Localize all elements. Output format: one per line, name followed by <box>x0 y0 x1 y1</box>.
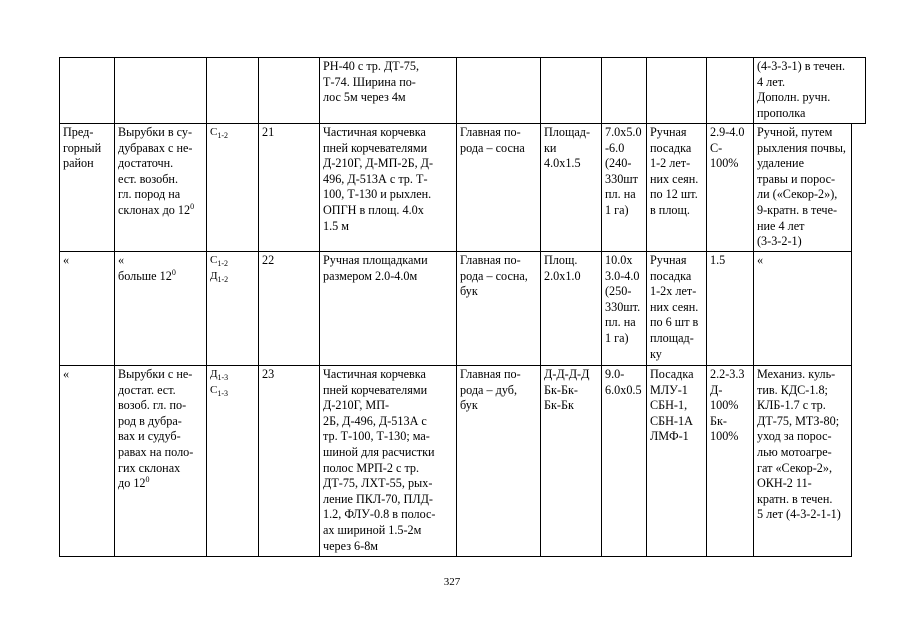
main-species-cell <box>456 57 541 124</box>
forest-code: $С_{1-2}$ <box>210 254 229 269</box>
main-species-cell: Главная по- рода – дуб, бук <box>456 365 541 557</box>
cutting-type-cell: « больше $12^0$ <box>114 251 207 366</box>
forest-code: $С_{1-3}$ <box>210 383 229 398</box>
planting-method-cell <box>646 57 707 124</box>
care-cell: (4-3-3-1) в течен. 4 лет. Дополн. ручн. прополка <box>753 57 866 124</box>
forest-code: $Д_{1-3}$ <box>210 368 229 383</box>
density-cell: 2.2-3.3 Д- 100% Бк- 100% <box>706 365 754 557</box>
planting-method-cell: Ручная посадка 1-2 лет- них сеян. по 12 шт. в площ. <box>646 123 707 252</box>
main-species-cell: Главная по- рода – сосна, бук <box>456 251 541 366</box>
forest-type-cell <box>206 57 259 124</box>
region-cell <box>59 57 115 124</box>
cutting-type-cell: Вырубки с не- достат. ест. возоб. гл. по- род в дубра- вах и судуб- равах на поло- гих склонах до $12^0$ <box>114 365 207 557</box>
soil-prep-cell: РН-40 с тр. ДТ-75, Т-74. Ширина по- лос 5м через 4м <box>319 57 457 124</box>
density-cell <box>706 57 754 124</box>
number-cell: 23 <box>258 365 320 557</box>
mixing-scheme-cell: Площад- ки 4.0х1.5 <box>540 123 602 252</box>
planting-method-cell: Посадка МЛУ-1 СБН-1, СБН-1А ЛМФ-1 <box>646 365 707 557</box>
mixing-scheme-cell <box>540 57 602 124</box>
planting-scheme-cell <box>601 57 647 124</box>
forest-code: $Д_{1-2}$ <box>210 269 229 284</box>
cutting-type-cell <box>114 57 207 124</box>
planting-method-cell: Ручная посадка 1-2х лет- них сеян. по 6 шт в площад- ку <box>646 251 707 366</box>
region-cell: « <box>59 251 115 366</box>
cutting-type-cell: Вырубки в су- дубравах с не- достаточн. ест. возобн. гл. пород на склонах до $12^0$ <box>114 123 207 252</box>
density-cell: 2.9-4.0 С- 100% <box>706 123 754 252</box>
soil-prep-cell: Частичная корчевка пней корчевателями Д-210Г, МП- 2Б, Д-496, Д-513А с тр. Т-100, Т-130; ма- шиной для расчистки полос МРП-2 с тр. ДТ-75, ЛХТ-55, рых- ление ПКЛ-70, ПЛД- 1.2, ФЛУ-0.8 в полос- ах шириной 1.5-2м через 6-8м <box>319 365 457 557</box>
number-cell: 21 <box>258 123 320 252</box>
main-species-cell: Главная по- рода – сосна <box>456 123 541 252</box>
care-cell: Ручной, путем рыхления почвы, удаление травы и порос- ли («Секор-2»), 9-кратн. в тече- ние 4 лет (3-3-2-1) <box>753 123 852 252</box>
forest-code: $С_{1-2}$ <box>210 126 229 141</box>
forest-type-cell <box>206 251 259 366</box>
planting-scheme-cell: 10.0х 3.0-4.0 (250- 330шт. пл. на 1 га) <box>601 251 647 366</box>
mixing-scheme-cell: Д-Д-Д-Д Бк-Бк- Бк-Бк <box>540 365 602 557</box>
soil-prep-cell: Частичная корчевка пней корчевателями Д-210Г, Д-МП-2Б, Д- 496, Д-513А с тр. Т- 100, Т-130 и рыхлен. ОПГН в площ. 4.0х 1.5 м <box>319 123 457 252</box>
density-cell: 1.5 <box>706 251 754 366</box>
degree-superscript: 0 <box>145 475 150 485</box>
page-number: 327 <box>443 576 461 588</box>
region-cell: Пред- горный район <box>59 123 115 252</box>
care-cell: Механиз. куль- тив. КДС-1.8; КЛБ-1.7 с тр. ДТ-75, МТЗ-80; уход за порос- лью мотоагре- гат «Секор-2», ОКН-2 11- кратн. в течен. 5 лет (4-3-2-1-1) <box>753 365 852 557</box>
degree-superscript: 0 <box>190 201 195 211</box>
soil-prep-cell: Ручная площадками размером 2.0-4.0м <box>319 251 457 366</box>
care-cell: « <box>753 251 852 366</box>
planting-scheme-cell: 9.0- 6.0х0.5 <box>601 365 647 557</box>
forest-type-cell <box>206 123 259 252</box>
number-cell: 22 <box>258 251 320 366</box>
number-cell <box>258 57 320 124</box>
mixing-scheme-cell: Площ. 2.0х1.0 <box>540 251 602 366</box>
degree-superscript: 0 <box>171 267 176 277</box>
region-cell: « <box>59 365 115 557</box>
forest-type-cell <box>206 365 259 557</box>
planting-scheme-cell: 7.0х5.0 -6.0 (240- 330шт пл. на 1 га) <box>601 123 647 252</box>
